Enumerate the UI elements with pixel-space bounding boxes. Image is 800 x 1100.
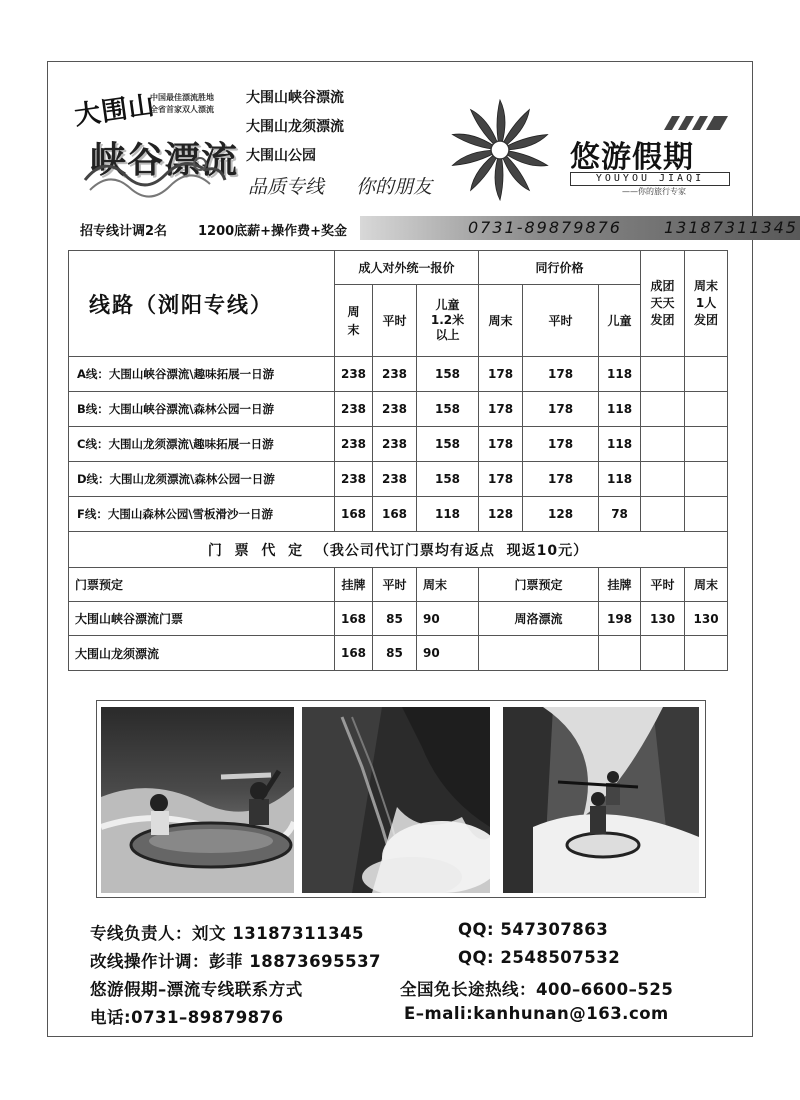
price-cell: 178 (479, 427, 523, 462)
price-cell: 158 (417, 392, 479, 427)
table-row (69, 392, 728, 427)
product-item: 大围山龙须漂流 (246, 119, 344, 135)
price-cell: 238 (373, 462, 417, 497)
contact-hotline: 全国免长途热线：400–6600–525 (400, 980, 674, 999)
pinwheel-logo-icon (448, 98, 552, 202)
price-cell: 118 (417, 497, 479, 532)
recruit-phone2: 13187311345 (664, 218, 798, 237)
price-table (68, 250, 728, 671)
price-cell: 158 (417, 427, 479, 462)
ticket-price: 130 (685, 602, 728, 636)
rafting-couple-photo (101, 707, 294, 893)
price-cell: 128 (479, 497, 523, 532)
price-cell: 238 (373, 357, 417, 392)
contact-phone: 电话:0731–89879876 (90, 1008, 284, 1027)
price-cell: 238 (335, 427, 373, 462)
contact-manager: 专线负责人：刘文 13187311345 (90, 924, 365, 943)
price-cell: 238 (373, 392, 417, 427)
sub-child-adult: 儿童1.2米以上 (417, 285, 479, 357)
empty-cell (641, 427, 685, 462)
empty-cell (685, 392, 728, 427)
empty-cell (685, 636, 728, 671)
empty-cell (641, 357, 685, 392)
logo-line1: 大围山 (72, 90, 158, 132)
contact-manager-qq: QQ: 547307863 (458, 920, 609, 939)
ticket-price: 130 (641, 602, 685, 636)
ticket-header-weekday-right: 平时 (641, 568, 685, 602)
recruit-phone1: 0731-89879876 (468, 218, 622, 237)
weekend-single-header: 周末1人发团 (685, 251, 728, 357)
route-name: F线：大围山森林公园\雪板滑沙一日游 (69, 497, 335, 532)
table-row (69, 497, 728, 532)
contact-email: E–mali:kanhunan@163.com (404, 1004, 669, 1023)
wave-decoration-icon (80, 150, 230, 200)
price-cell: 158 (417, 357, 479, 392)
ticket-header-list: 挂牌 (335, 568, 373, 602)
recruit-text: 招专线计调2名 (80, 224, 168, 239)
ticket-price: 198 (599, 602, 641, 636)
brand-tagline: ——你的旅行专家 (622, 187, 686, 196)
empty-cell (599, 636, 641, 671)
price-cell: 178 (523, 357, 599, 392)
price-cell: 78 (599, 497, 641, 532)
brand-stripes-icon (654, 116, 734, 130)
empty-cell (641, 636, 685, 671)
sub-weekday: 平时 (373, 285, 417, 357)
sub-peer-weekend: 周末 (479, 285, 523, 357)
price-cell: 158 (417, 462, 479, 497)
table-row (69, 427, 728, 462)
route-name: A线：大围山峡谷漂流\趣味拓展一日游 (69, 357, 335, 392)
price-cell: 238 (335, 462, 373, 497)
price-cell: 178 (523, 427, 599, 462)
whitewater-rafting-photo (503, 707, 699, 893)
slogan-friend: 你的朋友 (356, 176, 433, 198)
ticket-banner: 门 票 代 定 （我公司代订门票均有返点 现返10元） (69, 532, 728, 568)
sub-peer-weekday: 平时 (523, 285, 599, 357)
ticket-header-weekend: 周末 (417, 568, 479, 602)
ticket-price: 90 (417, 602, 479, 636)
empty-cell (685, 427, 728, 462)
peer-price-header: 同行价格 (479, 251, 641, 285)
empty-cell (641, 462, 685, 497)
group-daily-header: 成团天天发团 (641, 251, 685, 357)
route-header: 线路（浏阳专线） (69, 251, 335, 357)
ticket-name: 大围山龙须漂流 (69, 636, 335, 671)
ticket-header-weekday: 平时 (373, 568, 417, 602)
product-item: 大围山公园 (246, 148, 316, 164)
price-cell: 178 (479, 462, 523, 497)
logo-small2: 全省首家双人漂流 (150, 105, 214, 114)
ticket-header-label-right: 门票预定 (479, 568, 599, 602)
price-cell: 118 (599, 462, 641, 497)
ticket-name: 大围山峡谷漂流门票 (69, 602, 335, 636)
product-list (246, 84, 344, 171)
price-cell: 118 (599, 392, 641, 427)
price-cell: 118 (599, 357, 641, 392)
price-cell: 178 (479, 392, 523, 427)
ticket-header-list-right: 挂牌 (599, 568, 641, 602)
ticket-header-label: 门票预定 (69, 568, 335, 602)
ticket-price: 168 (335, 602, 373, 636)
empty-cell (685, 497, 728, 532)
price-cell: 128 (523, 497, 599, 532)
contact-operator-qq: QQ: 2548507532 (458, 948, 621, 967)
sub-weekend: 周末 (335, 285, 373, 357)
brand-name: 悠游假期 (570, 140, 694, 175)
price-cell: 178 (523, 392, 599, 427)
price-cell: 168 (373, 497, 417, 532)
ticket-price: 85 (373, 636, 417, 671)
slogan-quality: 品质专线 (248, 176, 325, 198)
empty-cell (479, 636, 599, 671)
price-cell: 168 (335, 497, 373, 532)
ticket-price: 90 (417, 636, 479, 671)
contact-title: 悠游假期–漂流专线联系方式 (90, 980, 303, 999)
ticket-name-right: 周洛漂流 (479, 602, 599, 636)
table-row (69, 602, 728, 636)
empty-cell (685, 462, 728, 497)
product-item: 大围山峡谷漂流 (246, 90, 344, 106)
recruit-salary: 1200底薪+操作费+奖金 (198, 224, 347, 239)
price-cell: 178 (479, 357, 523, 392)
waterfall-path-photo (302, 707, 490, 893)
table-row (69, 357, 728, 392)
ticket-header-weekend-right: 周末 (685, 568, 728, 602)
logo-line2: 峡谷漂流 (90, 139, 239, 181)
recruit-bar (68, 216, 798, 240)
price-cell: 178 (523, 462, 599, 497)
price-cell: 238 (335, 357, 373, 392)
logo-small1: 中国最佳漂流胜地 (150, 93, 214, 102)
route-name: C线：大围山龙须漂流\趣味拓展一日游 (69, 427, 335, 462)
route-name: D线：大围山龙须漂流\森林公园一日游 (69, 462, 335, 497)
table-row (69, 636, 728, 671)
empty-cell (685, 357, 728, 392)
adult-price-header: 成人对外统一报价 (335, 251, 479, 285)
empty-cell (641, 497, 685, 532)
table-row (69, 462, 728, 497)
empty-cell (641, 392, 685, 427)
ticket-price: 85 (373, 602, 417, 636)
price-cell: 238 (335, 392, 373, 427)
brand-english: YOUYOU JIAQI (570, 172, 730, 186)
sub-peer-child: 儿童 (599, 285, 641, 357)
contact-operator: 改线操作计调：彭菲 18873695537 (90, 952, 382, 971)
price-cell: 118 (599, 427, 641, 462)
ticket-price: 168 (335, 636, 373, 671)
route-name: B线：大围山峡谷漂流\森林公园一日游 (69, 392, 335, 427)
price-cell: 238 (373, 427, 417, 462)
